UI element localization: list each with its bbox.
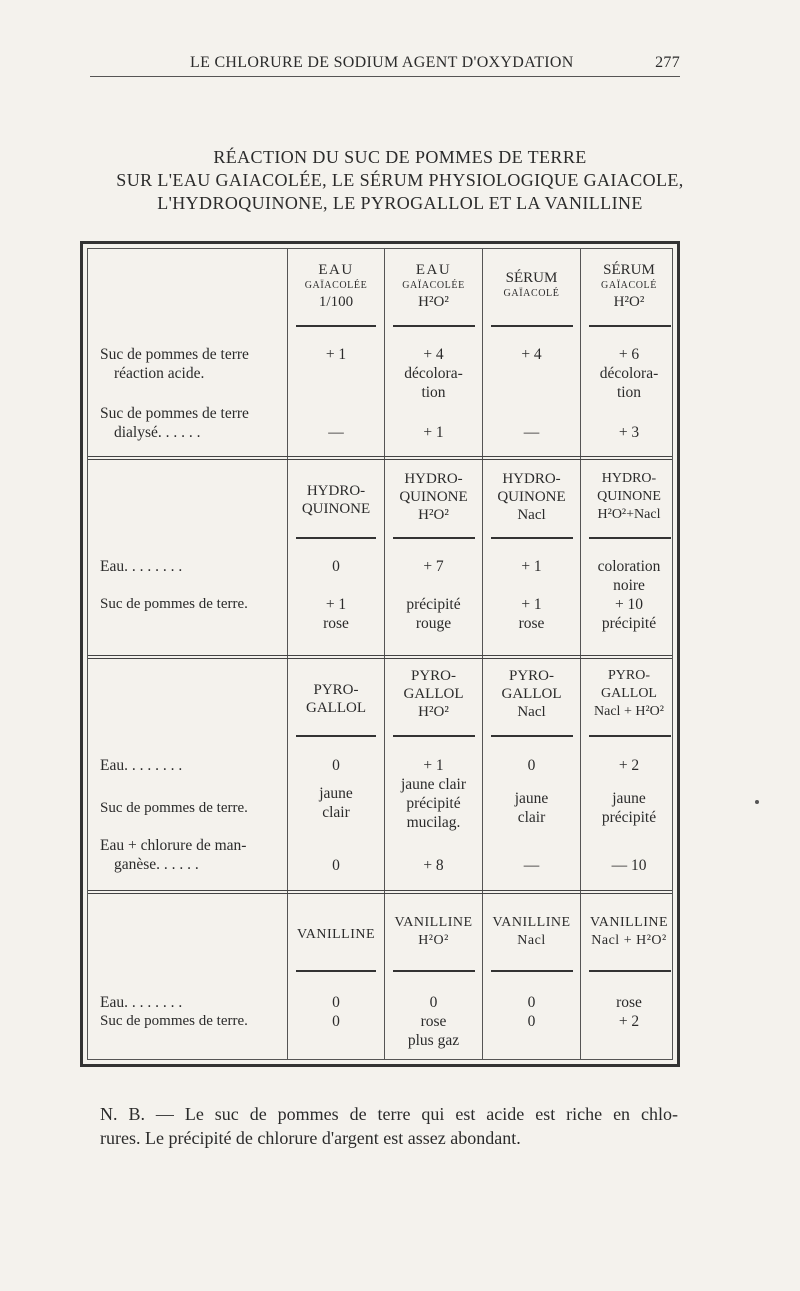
cell-value: + 2: [618, 1013, 640, 1030]
header-cell: EAU GAÏACOLÉE 1/100: [304, 262, 368, 310]
page-number: 277: [655, 54, 680, 71]
table-inner: [87, 248, 673, 1060]
cell-value: 0: [332, 558, 340, 575]
cell-value: + 1 rose: [518, 596, 545, 632]
row-label: Suc de pommes de terre.: [100, 800, 248, 816]
section-gaiacol: [88, 249, 672, 457]
header-cell: VANILLINE Nacl + H²O²: [589, 915, 669, 948]
header-rule: [296, 537, 376, 539]
cell-value: + 4 décolora- tion: [404, 346, 463, 401]
cell-value: + 6 décolora- tion: [599, 346, 659, 401]
header-cell: HYDRO- QUINONE H²O²+Nacl: [597, 471, 661, 522]
cell-value: + 8: [423, 857, 444, 874]
cell-value: 0: [429, 994, 438, 1011]
cell-value: 0: [332, 1013, 340, 1030]
cell-value: —: [523, 857, 540, 874]
caption-line-3: L'HYDROQUINONE, LE PYROGALLOL ET LA VANILLINE: [157, 193, 643, 213]
footnote-line-1: N. B. — Le suc de pommes de terre qui est acide est riche en chlo-: [100, 1104, 678, 1124]
header-rule: [393, 325, 475, 327]
cell-value: rose plus gaz: [407, 1013, 460, 1049]
header-rule: [393, 735, 475, 737]
row-label: Eau. . . . . . . .: [100, 994, 183, 1011]
cell-value: 0: [527, 994, 536, 1011]
header-cell: PYRO- GALLOL Nacl + H²O²: [594, 668, 664, 719]
header-cell: PYRO- GALLOL: [306, 682, 366, 716]
results-table: [80, 241, 680, 1067]
running-head: [90, 52, 680, 77]
cell-value: + 4: [521, 346, 542, 363]
footnote-line-2: rures. Le précipité de chlorure d'argent est assez abondant.: [100, 1128, 521, 1148]
row-label: Suc de pommes de terre.: [100, 1013, 248, 1029]
header-rule: [296, 735, 376, 737]
running-title: LE CHLORURE DE SODIUM AGENT D'OXYDATION: [190, 54, 574, 71]
header-cell: PYRO- GALLOL Nacl: [501, 668, 562, 720]
header-cell: VANILLINE: [296, 927, 376, 942]
cell-value: + 10 précipité: [601, 596, 657, 632]
header-rule: [296, 325, 376, 327]
row-label: Suc de pommes de terre.: [100, 596, 248, 612]
footnote: [100, 1102, 678, 1150]
cell-value: + 1: [423, 424, 444, 441]
row-label: Eau. . . . . . . .: [100, 757, 183, 774]
cell-value: coloration noire: [597, 558, 661, 594]
header-cell: HYDRO- QUINONE: [301, 483, 371, 517]
cell-value: jaune clair: [514, 790, 549, 826]
header-rule: [491, 537, 573, 539]
row-label: Eau + chlorure de man- ganèse. . . . . .: [100, 837, 247, 873]
header-cell: EAU GAÏACOLÉE H²O²: [402, 262, 465, 310]
cell-value: + 1: [521, 558, 542, 575]
header-cell: VANILLINE H²O²: [394, 915, 473, 948]
cell-value: 0: [332, 757, 340, 774]
cell-value: 0: [527, 757, 536, 774]
cell-value: rose: [616, 994, 642, 1011]
header-rule: [393, 970, 475, 972]
header-rule: [491, 325, 573, 327]
row-label: Suc de pommes de terre réaction acide.: [100, 346, 249, 382]
cell-value: 0: [332, 994, 340, 1011]
header-rule: [393, 537, 475, 539]
cell-value: + 1: [325, 346, 347, 363]
cell-value: + 1 rose: [323, 596, 349, 632]
header-cell: SÉRUM GAÏACOLÉ: [503, 270, 560, 299]
header-rule: [491, 970, 573, 972]
cell-value: jaune clair: [319, 785, 353, 821]
header-cell: VANILLINE Nacl: [492, 915, 571, 948]
cell-value: — 10: [611, 857, 647, 874]
header-cell: SÉRUM GAÏACOLÉ H²O²: [601, 262, 657, 310]
header-rule: [589, 970, 671, 972]
section-pyrogallol: [88, 659, 672, 891]
header-rule: [589, 735, 671, 737]
header-rule: [296, 970, 376, 972]
caption-line-1: RÉACTION DU SUC DE POMMES DE TERRE: [213, 147, 587, 167]
cell-value: 0: [332, 857, 340, 874]
row-label: Eau. . . . . . . .: [100, 558, 183, 575]
cell-value: 0: [527, 1013, 536, 1030]
section-hydroquinone: [88, 460, 672, 656]
cell-value: jaune précipité: [601, 790, 657, 826]
caption-line-2: SUR L'EAU GAIACOLÉE, LE SÉRUM PHYSIOLOGIQUE GAIACOLE,: [116, 170, 684, 190]
cell-value: + 3: [618, 424, 640, 441]
header-rule: [589, 325, 671, 327]
header-rule: [491, 735, 573, 737]
header-cell: HYDRO- QUINONE Nacl: [497, 471, 566, 523]
row-label: Suc de pommes de terre dialysé. . . . . .: [100, 405, 249, 441]
header-rule: [589, 537, 671, 539]
cell-value: + 7: [423, 558, 444, 575]
section-vanilline: [88, 894, 672, 1062]
cell-value: —: [328, 424, 344, 441]
header-cell: PYRO- GALLOL H²O²: [403, 668, 464, 720]
table-caption: [60, 146, 740, 215]
header-cell: HYDRO- QUINONE H²O²: [399, 471, 468, 523]
cell-value: précipité rouge: [406, 596, 461, 632]
cell-value: jaune clair précipité mucilag.: [401, 776, 466, 831]
print-speck: [755, 800, 759, 804]
cell-value: + 2: [618, 757, 640, 774]
cell-value: + 1: [423, 757, 444, 774]
cell-value: —: [523, 424, 540, 441]
